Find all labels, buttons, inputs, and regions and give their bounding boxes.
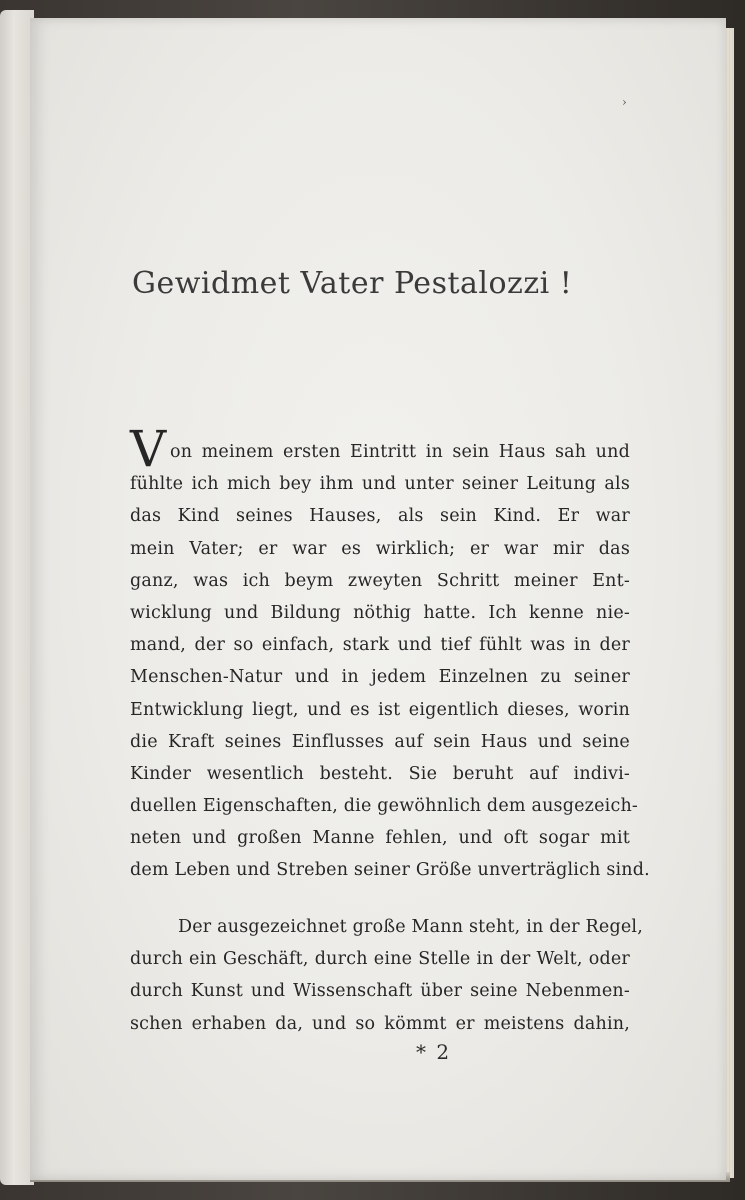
- text-line: Entwicklung liegt, und es ist eigentlich dieses, worin: [130, 699, 630, 720]
- drop-cap: V: [130, 420, 167, 478]
- text-line: duellen Eigenschaften, die gewöhnlich dem ausgezeich-: [130, 796, 639, 817]
- text-line: neten und großen Manne fehlen, und oft sogar mit: [130, 828, 630, 849]
- facing-page-edge: [0, 10, 34, 1185]
- text-line: mand, der so einfach, stark und tief fühlt was in der: [130, 635, 630, 656]
- text-line: Der ausgezeichnet große Mann steht, in der Regel,: [178, 917, 643, 937]
- text-line: mein Vater; er war es wirklich; er war mir das: [130, 538, 630, 559]
- page-mark: ›: [622, 95, 627, 109]
- signature-mark: * 2: [416, 1040, 452, 1064]
- text-line: Menschen-Natur und in jedem Einzelnen zu seiner: [130, 667, 630, 688]
- dedication-heading: Gewidmet Vater Pestalozzi !: [132, 266, 573, 301]
- text-line: schen erhaben da, und so kömmt er meistens dahin,: [130, 1013, 630, 1034]
- text-line: dem Leben und Streben seiner Größe unverträglich sind.: [130, 860, 650, 881]
- text-line: durch ein Geschäft, durch eine Stelle in der Welt, oder: [130, 949, 630, 970]
- text-line: fühlte ich mich bey ihm und unter seiner Leitung als: [130, 474, 630, 495]
- paragraph-1: [130, 436, 650, 887]
- paragraph-2: [130, 911, 643, 1040]
- text-line: on meinem ersten Eintritt in sein Haus sah und: [170, 442, 630, 462]
- text-line: durch Kunst und Wissenschaft über seine Nebenmen-: [130, 981, 630, 1002]
- text-line: wicklung und Bildung nöthig hatte. Ich kenne nie-: [130, 602, 630, 623]
- text-line: ganz, was ich beym zweyten Schritt meiner Ent-: [130, 570, 630, 591]
- text-line: Kinder wesentlich besteht. Sie beruht auf indivi-: [130, 763, 630, 784]
- text-line: die Kraft seines Einflusses auf sein Haus und seine: [130, 731, 630, 752]
- text-line: das Kind seines Hauses, als sein Kind. Er war: [130, 506, 630, 527]
